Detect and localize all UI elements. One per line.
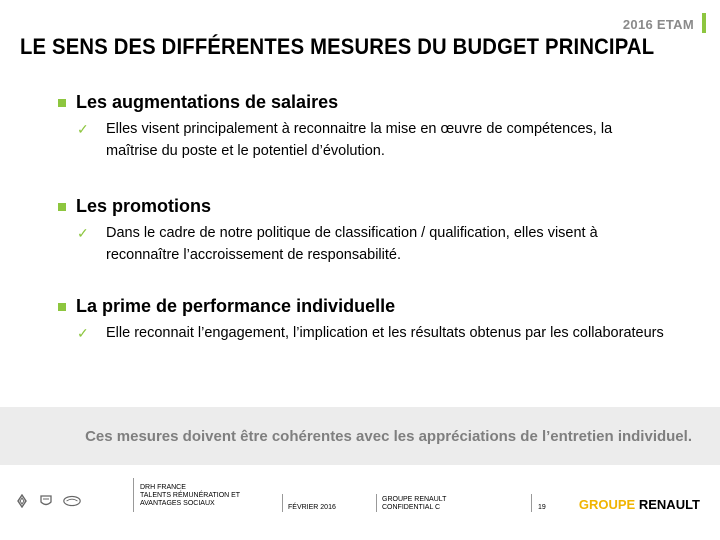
footer-date: FÉVRIER 2016 bbox=[288, 504, 336, 511]
check-icon: ✓ bbox=[77, 225, 89, 241]
section-detail-row bbox=[77, 322, 678, 344]
footer-dept-line: DRH FRANCE bbox=[140, 484, 186, 491]
section-detail: Elles visent principalement à reconnaitre la mise en œuvre de compétences, la maîtrise du poste et le potentiel d’évolution. bbox=[106, 121, 613, 159]
square-bullet-icon bbox=[58, 99, 66, 107]
footer-dept-line: AVANTAGES SOCIAUX bbox=[140, 500, 215, 507]
check-icon: ✓ bbox=[77, 121, 89, 137]
footer-department bbox=[140, 484, 240, 508]
tag-accent-bar bbox=[702, 13, 706, 33]
square-bullet-icon bbox=[58, 303, 66, 311]
renault-logo-icon bbox=[14, 494, 30, 508]
footer-separator bbox=[133, 478, 134, 512]
section-performance-bonus bbox=[58, 296, 678, 344]
samsung-logo-icon bbox=[62, 494, 82, 508]
footer-dept-line: TALENTS RÉMUNÉRATION ET bbox=[140, 492, 241, 499]
section-detail: Elle reconnait l’engagement, l’implication et les résultats obtenus par les collaborateurs bbox=[106, 325, 664, 341]
groupe-renault-logo bbox=[579, 497, 700, 512]
footer-group-line: CONFIDENTIAL C bbox=[382, 504, 441, 511]
brand-logos bbox=[14, 494, 82, 508]
section-heading: La prime de performance individuelle bbox=[76, 296, 396, 316]
section-heading: Les promotions bbox=[76, 196, 212, 216]
section-heading: Les augmentations de salaires bbox=[76, 92, 339, 112]
section-heading-row bbox=[58, 196, 678, 217]
dacia-logo-icon bbox=[38, 494, 54, 508]
footer-separator bbox=[531, 494, 532, 512]
footer-separator bbox=[282, 494, 283, 512]
section-heading-row bbox=[58, 92, 678, 113]
content-list bbox=[58, 92, 678, 378]
section-detail: Dans le cadre de notre politique de classification / qualification, elles visent à reconnaître l’accroissement de responsabilité. bbox=[106, 225, 598, 263]
footer-separator bbox=[376, 494, 377, 512]
section-detail-row bbox=[77, 118, 678, 162]
brand-word-groupe: GROUPE bbox=[578, 497, 636, 512]
page-title: LE SENS DES DIFFÉRENTES MESURES DU BUDGET PRINCIPAL bbox=[20, 34, 655, 59]
check-icon: ✓ bbox=[77, 325, 89, 341]
section-heading-row bbox=[58, 296, 678, 317]
square-bullet-icon bbox=[58, 203, 66, 211]
brand-word-renault: RENAULT bbox=[638, 497, 700, 512]
deck-tag: 2016 ETAM bbox=[622, 17, 694, 32]
conclusion-text: Ces mesures doivent être cohérentes avec les appréciations de l’entretien individuel. bbox=[85, 428, 692, 445]
section-salary bbox=[58, 92, 678, 162]
footer-group bbox=[382, 496, 446, 512]
conclusion-banner bbox=[0, 407, 720, 465]
section-promotions bbox=[58, 196, 678, 266]
section-detail-row bbox=[77, 222, 678, 266]
footer-group-line: GROUPE RENAULT bbox=[382, 496, 447, 503]
page-number: 19 bbox=[538, 504, 546, 511]
